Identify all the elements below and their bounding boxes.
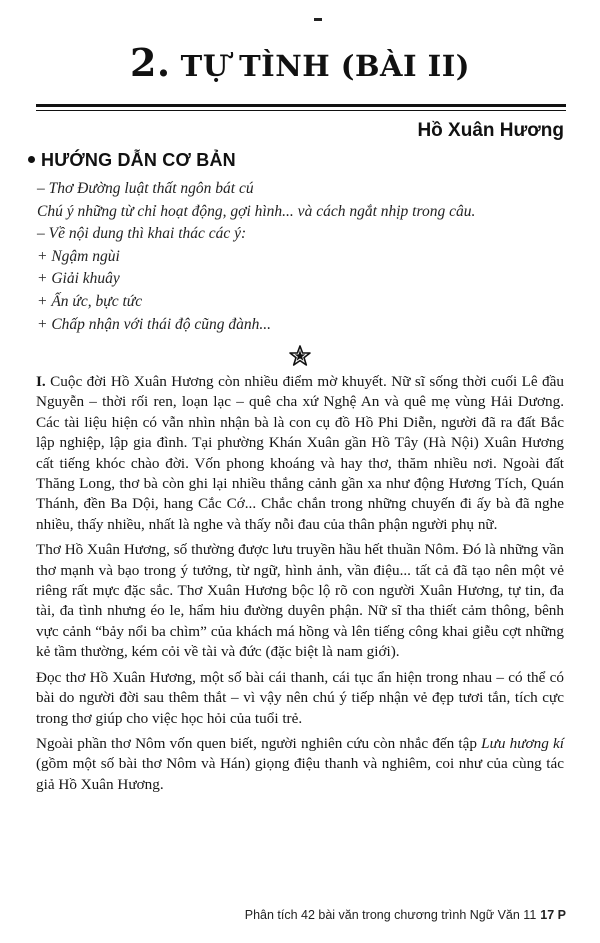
guide-line: + Ngậm ngùi xyxy=(37,247,120,265)
body-text xyxy=(36,372,564,800)
page-number: 17 P xyxy=(540,908,566,922)
paragraph-marker: I. xyxy=(36,373,46,390)
guide-line: + Giải khuây xyxy=(37,270,120,288)
paragraph-1-text: Cuộc đời Hồ Xuân Hương còn nhiều điểm mờ khuyết. Nữ sĩ sống thời cuối Lê đầu Nguyễn – thời rối ren, loạn lạc – quê cha xứ Nghệ An và quê mẹ vùng Hải Dương. Các tài liệu hiện có vẫn nhìn nhận bà là con cụ đồ Hồ Phi Diễn, người đã ra đất Bắc lập nghiệp, lập gia đình. Tại phường Khán Xuân gần Hồ Tây (Hà Nội) Xuân Hương cất tiếng khóc chào đời. Vốn phong khoáng và hay thơ, thăm nhiều nơi. Ngoài đất Thăng Long, thơ bà còn ghi lại nhiều thắng cảnh gần xa như động Hương Tích, Quán Thánh, đền Ba Dội, hang Cắc Cớ... Chắc chắn trong những chuyến đi ấy bà đã nghe nhiều, thấy nhiều, nhất là nghe và thấy nỗi đau của thân phận người phụ nữ. xyxy=(36,373,564,533)
book-title: Lưu hương kí xyxy=(481,734,564,752)
guide-line: – Thơ Đường luật thất ngôn bát cú xyxy=(37,180,254,197)
chapter-title xyxy=(0,40,600,85)
paragraph-4-text-a: Ngoài phần thơ Nôm vốn quen biết, người nghiên cứu còn nhắc đến tập xyxy=(36,734,482,752)
guide-line: – Về nội dung thì khai thác các ý: xyxy=(37,225,247,243)
footer-text: Phân tích 42 bài văn trong chương trình Ngữ Văn 11 xyxy=(244,908,537,922)
guide-line: + Ấn ức, bực tức xyxy=(37,292,143,310)
paragraph-3: Đọc thơ Hồ Xuân Hương, một số bài cái thanh, cái tục ẩn hiện trong nhau – có thể có bài do người đời sau thêm thắt – vì vậy nên chú ý tiếp nhận vẻ đẹp tươi tắn, tích cực trong thơ giúp cho việc học hỏi của tuổi trẻ. xyxy=(36,668,564,727)
page-footer xyxy=(245,908,566,922)
paragraph-2: Thơ Hồ Xuân Hương, số thường được lưu truyền hầu hết thuần Nôm. Đó là những vần thơ mạnh và bạo trong ý tưởng, từ ngữ, hình ảnh, vần điệu... tất cả đã tạo nên một vẻ riêng rất mực đặc sắc. Thơ Xuân Hương bộc lộ rõ con người Xuân Hương, tự tin, đa tài, đa tình nhưng éo le, hẩm hiu đường duyên phận. Nữ sĩ tha thiết cảm thông, bênh vực cảnh “bảy nổi ba chìm” của khách má hồng và lên tiếng công khai giễu cợt những kẻ tầm thường, kém cỏi về tài và đức (đặc biệt là nam giới). xyxy=(36,541,564,661)
guide-list xyxy=(37,178,567,336)
paragraph-1 xyxy=(36,372,564,535)
paragraph-4-text-b: (gồm một số bài thơ Nôm và Hán) giọng điệu thanh và nghiêm, coi như của cùng tác giả Hồ Xuân Hương. xyxy=(36,755,564,793)
section-heading-text: HƯỚNG DẪN CƠ BẢN xyxy=(41,150,236,170)
chapter-number: 2. xyxy=(129,40,171,85)
paragraph-4 xyxy=(36,734,564,795)
star-divider-icon xyxy=(289,345,311,367)
print-mark xyxy=(314,18,322,21)
bullet-icon xyxy=(28,156,35,163)
section-heading xyxy=(28,150,236,171)
guide-line: Chú ý những từ chỉ hoạt động, gợi hình... và cách ngắt nhịp trong câu. xyxy=(37,202,476,220)
title-rule-thin xyxy=(36,110,566,111)
guide-line: + Chấp nhận với thái độ cũng đành... xyxy=(37,315,271,333)
author-name: Hồ Xuân Hương xyxy=(417,120,564,141)
chapter-name: TỰ TÌNH (BÀI II) xyxy=(180,49,471,83)
title-rule xyxy=(36,104,566,107)
